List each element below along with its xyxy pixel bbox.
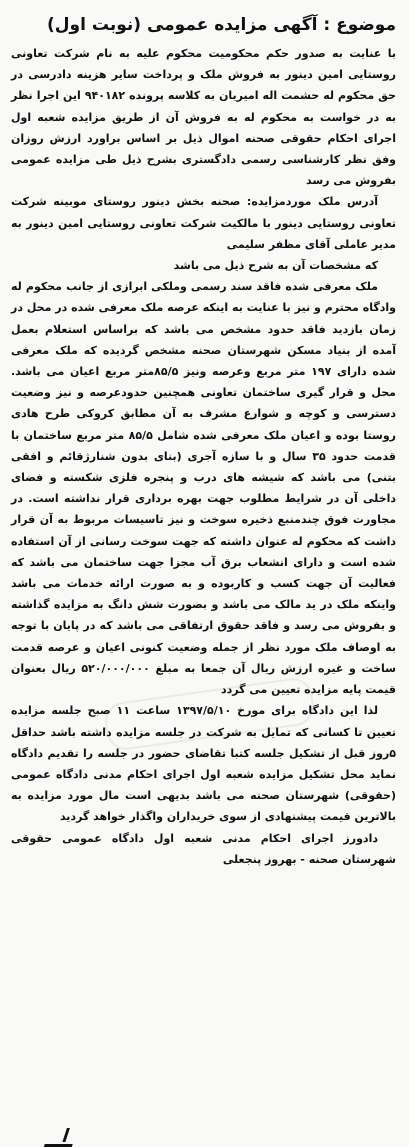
notice-paragraph-specifications-heading: که مشخصات آن به شرح ذیل می باشد xyxy=(173,259,378,273)
notice-paragraph-property-address: آدرس ملک موردمزایده: صحنه بخش دینور روستای موبینه شرکت تعاونی روستایی دینور با مالکیت شرکت تعاونی روستایی امین دینور به مدیر عاملی آقای مظفر سلیمی xyxy=(11,195,396,251)
notice-paragraph-auction-session: لذا این دادگاه برای مورخ ۱۳۹۷/۵/۱۰ ساعت ۱۱ صبح جلسه مزایده تعیین تا کسانی که تمایل به شرکت در جلسه مزایده داشته باشد حداقل ۵روز قبل از تشکیل جلسه کتبا تقاضای حضور در جلسه را تقدیم دادگاه نماید محل تشکیل مزایده شعبه اول اجرای احکام مدنی دادگاه عمومی (حقوقی) شهرستان صحنه می باشد بدیهی است مال مورد مزایده به بالاترین قیمت پیشنهادی از سوی خریداران واگذار خواهد گردید xyxy=(11,704,396,824)
notice-paragraph-property-description: ملک معرفی شده فاقد سند رسمی وملکی ابرازی از جانب محکوم له وادگاه محترم و نیز با عنایت به اینکه عرصه ملک معرفی شده در محل در زمان بازدید فاقد حدود مشخص می باشد که براساس استعلام بعمل آمده از بنیاد مسکن شهرستان صحنه مشخص گردیده که ملک معرفی شده دارای ۱۹۷ متر مربع وعرصه ونیز ۸۵/۵متر مربع اعیان می باشد. محل و قرار گیری ساختمان تعاونی همچنین حدودعرصه و نیز وضعیت دسترسی و کوچه و شوارع مشرف به آن مطابق کروکی طرح هادی روستا بوده و اعیان ملک معرفی شده شامل ۸۵/۵ متر مربع ساختمان با قدمت حدود ۳۵ سال و با سازه آجری (بنای بدون شنارژقائم و افقی بتنی) می باشد که شیشه های درب و پنجره فلزی شکسته و فضای داخلی آن در شرایط مطلوب جهت بهره برداری قرار نداشته است. در مجاورت فوق چندمنبع ذخیره سوخت و نیز تاسیسات مربوط به آن قرار داشت که محکوم له عنوان داشته که جهت سوخت رسانی از آن استفاده شده است و دارای انشعاب برق آب مجزا جهت ساختمان می باشد که فعالیت آن جهت کسب و کاربوده و به صورت ارائه خدمات می باشد واینکه ملک در ید مالک می باشد و بصورت شش دانگ به مزایده گذاشته و بفروش می رسد و فاقد حقوق ارتفاقی می باشد که در پایان با توجه به اوصاف ملک مورد نظر از جمله وضعیت کنونی اعیان و عرصه قدمت ساخت و غیره ارزش ریال آن جمعا به مبلغ ۵۲۰/۰۰۰/۰۰۰ ریال بعنوان قیمت پایه مزایده تعیین می گردد xyxy=(11,280,397,697)
notice-title: موضوع : آگهی مزایده عمومی (نوبت اول) xyxy=(47,15,396,35)
notice-signature: دادورز اجرای احکام مدنی شعبه اول دادگاه عمومی حقوقی شهرستان صحنه - بهروز پنجعلی xyxy=(11,831,396,866)
notice-paragraph-judgment: با عنایت به صدور حکم محکومیت محکوم علیه به نام شرکت تعاونی روستایی امین دینور به فروش ملک و پرداخت سایر هزینه دادرسی در حق محکوم له حشمت اله امیریان به کلاسه پرونده ۹۴۰۱۸۲ این اجرا نظر به در خواست به محکوم له به فروش آن از طریق مزایده شعبه اول اجرای احکام حقوقی صحنه اموال ذیل بر اساس براورد ارزش روزان وفق نظر کارشناسی رسمی دادگستری بشرح ذیل طی مزایده عمومی بفروش می رسد xyxy=(11,47,396,188)
